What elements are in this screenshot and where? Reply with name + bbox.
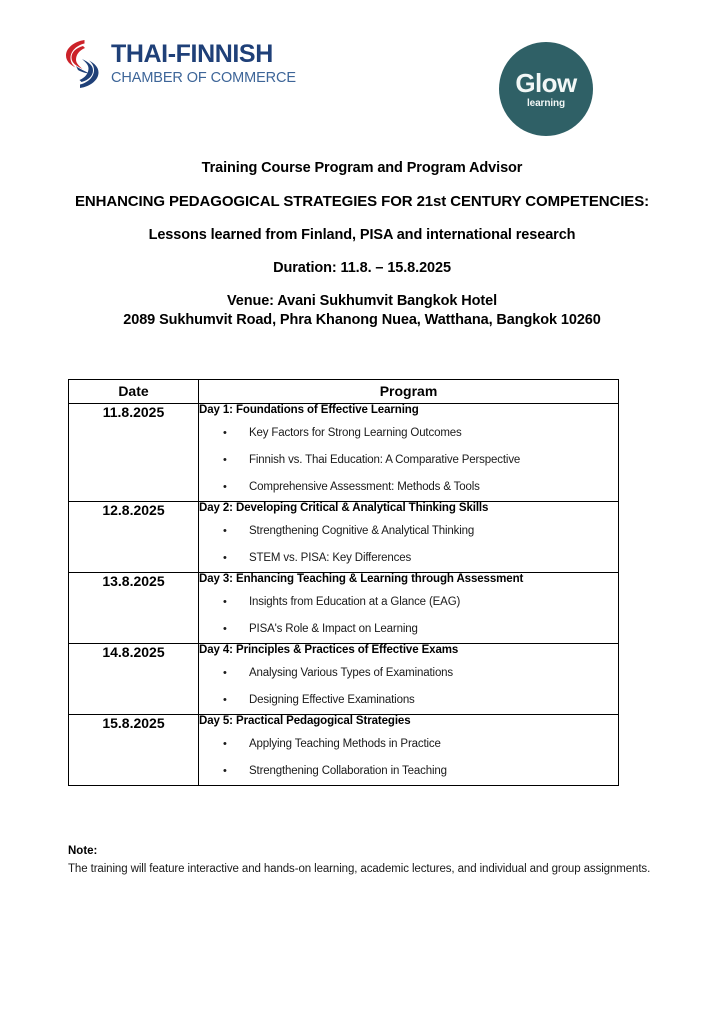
day-title: Day 5: Practical Pedagogical Strategies: [199, 715, 411, 727]
topic-list: [199, 731, 618, 785]
table-row: [69, 502, 619, 573]
topic-list: [199, 589, 618, 643]
list-item: [199, 447, 618, 474]
topic-text: Finnish vs. Thai Education: A Comparative Perspective: [249, 454, 521, 466]
list-item: [199, 660, 618, 687]
glow-learning-logo: [499, 42, 593, 136]
topic-text: Strengthening Cognitive & Analytical Thinking: [249, 525, 475, 537]
list-item: [199, 474, 618, 501]
program-schedule-table: [68, 379, 619, 786]
list-item: [199, 687, 618, 714]
cell-date: 14.8.2025: [69, 644, 199, 715]
cell-program: [199, 573, 619, 644]
day-title: Day 3: Enhancing Teaching & Learning through Assessment: [199, 573, 524, 585]
bullet-icon: •: [223, 623, 227, 635]
note-label: Note:: [68, 845, 98, 857]
thai-finnish-emblem-icon: [62, 38, 104, 90]
bullet-icon: •: [223, 667, 227, 679]
topic-text: Comprehensive Assessment: Methods & Tools: [249, 481, 480, 493]
cell-program: [199, 502, 619, 573]
bullet-icon: •: [223, 596, 227, 608]
bullet-icon: •: [223, 765, 227, 777]
cell-date: 11.8.2025: [69, 404, 199, 502]
cell-date: 13.8.2025: [69, 573, 199, 644]
bullet-icon: •: [223, 481, 227, 493]
table-row: [69, 644, 619, 715]
topic-list: [199, 660, 618, 714]
cell-program: [199, 644, 619, 715]
topic-text: Strengthening Collaboration in Teaching: [249, 765, 447, 777]
topic-list: [199, 518, 618, 572]
cell-date: 12.8.2025: [69, 502, 199, 573]
course-tagline: Lessons learned from Finland, PISA and international research: [148, 227, 576, 243]
day-title: Day 2: Developing Critical & Analytical Thinking Skills: [199, 502, 489, 514]
thai-finnish-chamber-logo: [62, 38, 296, 90]
topic-text: Key Factors for Strong Learning Outcomes: [249, 427, 462, 439]
list-item: [199, 758, 618, 785]
list-item: [199, 589, 618, 616]
bullet-icon: •: [223, 694, 227, 706]
glow-logo-word: Glow: [515, 67, 577, 98]
day-title: Day 1: Foundations of Effective Learning: [199, 404, 419, 416]
topic-text: Analysing Various Types of Examinations: [249, 667, 454, 679]
table-row: [69, 573, 619, 644]
course-duration: Duration: 11.8. – 15.8.2025: [273, 260, 451, 276]
cell-program: [199, 404, 619, 502]
glow-logo-subtitle: learning: [526, 97, 566, 109]
column-header-date: Date: [69, 380, 199, 404]
course-main-title: ENHANCING PEDAGOGICAL STRATEGIES FOR 21st CENTURY COMPETENCIES:: [74, 193, 650, 210]
cell-date: 15.8.2025: [69, 715, 199, 786]
bullet-icon: •: [223, 738, 227, 750]
tfcc-logo-subtitle: CHAMBER OF COMMERCE: [111, 70, 296, 87]
topic-text: Applying Teaching Methods in Practice: [249, 738, 441, 750]
title-block: [0, 160, 724, 328]
topic-text: Designing Effective Examinations: [249, 694, 415, 706]
bullet-icon: •: [223, 525, 227, 537]
document-header: [0, 0, 724, 150]
tfcc-logo-title: THAI-FINNISH: [111, 40, 273, 69]
course-address: 2089 Sukhumvit Road, Phra Khanong Nuea, Watthana, Bangkok 10260: [123, 312, 601, 328]
bullet-icon: •: [223, 454, 227, 466]
bullet-icon: •: [223, 427, 227, 439]
list-item: [199, 731, 618, 758]
course-subtitle: Training Course Program and Program Advisor: [201, 160, 523, 176]
list-item: [199, 545, 618, 572]
table-row: [69, 715, 619, 786]
bullet-icon: •: [223, 552, 227, 564]
list-item: [199, 616, 618, 643]
column-header-program: Program: [199, 380, 619, 404]
cell-program: [199, 715, 619, 786]
list-item: [199, 518, 618, 545]
topic-text: PISA's Role & Impact on Learning: [249, 623, 418, 635]
topic-text: Insights from Education at a Glance (EAG): [249, 596, 461, 608]
list-item: [199, 420, 618, 447]
table-row: [69, 404, 619, 502]
note-text: The training will feature interactive and hands-on learning, academic lectures, and individual and group assignments.: [68, 863, 651, 875]
table-header-row: [69, 380, 619, 404]
note-section: [68, 845, 668, 879]
day-title: Day 4: Principles & Practices of Effective Exams: [199, 644, 459, 656]
course-venue: Venue: Avani Sukhumvit Bangkok Hotel: [226, 293, 498, 309]
topic-text: STEM vs. PISA: Key Differences: [249, 552, 412, 564]
topic-list: [199, 420, 618, 501]
